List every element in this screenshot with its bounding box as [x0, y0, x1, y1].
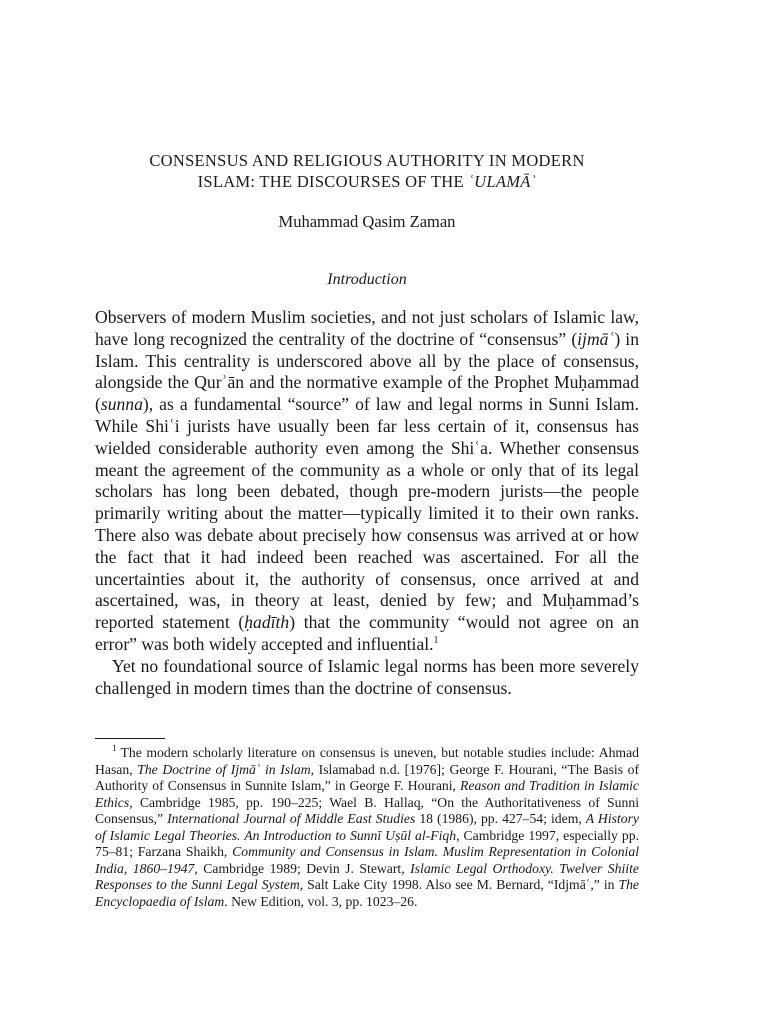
fn-italic-4: A History of Islamic Legal Theories. An Introduction to Sunnī Uṣūl al-Fiqh	[95, 811, 639, 843]
fn-text-2: , Islamabad n.d. [1976]; George F. Hourani, “The Basis of Authority of Consensus in Sunnite Islam,” in George F. Hourani,	[95, 761, 640, 793]
paragraph-2: Yet no foundational source of Islamic legal norms has been more severely challenged in modern times than the doctrine of consensus.	[95, 655, 639, 698]
p1-text-1: Observers of modern Muslim societies, and not just scholars of Islamic law, have long recognized the centrality of the doctrine of “consensus” (	[95, 307, 639, 349]
fn-text-8: . New Edition, vol. 3, pp. 1023–26.	[224, 893, 418, 909]
fn-italic-6: Islamic Legal Orthodoxy. Twelver Shiite Responses to the Sunni Legal System,	[95, 860, 639, 892]
fn-text-4: 18 (1986), pp. 427–54; idem,	[415, 811, 586, 826]
section-heading: Introduction	[327, 271, 407, 288]
fn-text-7: Salt Lake City 1998. Also see M. Bernard, “Idjmāʿ,” in	[303, 877, 619, 892]
p1-term-hadith: ḥadīth	[244, 612, 290, 633]
fn-italic-3: International Journal of Middle East Studies	[167, 811, 416, 826]
fn-italic-7: The Encyclopaedia of Islam	[95, 877, 639, 909]
footnote-1	[95, 745, 639, 910]
fn-text-5: , Cambridge 1997, especially pp. 75–81; Farzana Shaikh,	[95, 827, 639, 859]
footnote-ref[interactable]: 1	[433, 635, 439, 647]
paragraph-1	[95, 307, 639, 656]
p1-text-3: ), as a fundamental “source” of law and legal norms in Sunni Islam. While Shiʿi jurists have usually been far less certain of it, consensus has wielded considerable authority even among the Shiʿa. Whether consensus meant the agreement of the community as a whole or only that of its legal scholars has long been debated, though pre-modern jurists—the people primarily writing about the matter—typically limited it to their own ranks. There also was debate about precisely how consensus was arrived at or how the fact that it had indeed been reached was ascertained. For all the uncertainties about it, the authority of consensus, once arrived at and ascertained, was, in theory at least, denied by few; and Muḥammad’s reported statement (	[95, 394, 639, 633]
fn-italic-2: Reason and Tradition in Islamic Ethics	[95, 778, 639, 810]
title-line-2-text: ISLAM: THE DISCOURSES OF THE	[197, 172, 469, 191]
fn-text-3: , Cambridge 1985, pp. 190–225; Wael B. Hallaq, “On the Authoritativeness of Sunni Consensus,”	[95, 794, 639, 826]
article-title	[95, 150, 639, 192]
footnote-marker: 1	[112, 743, 117, 754]
fn-text-6: , Cambridge 1989; Devin J. Stewart,	[194, 860, 411, 876]
p1-text-4: ) that the community “would not agree on an error” was both widely accepted and influential.	[95, 612, 639, 654]
footnote-divider	[95, 738, 165, 739]
body-text	[95, 307, 639, 699]
fn-italic-1: The Doctrine of Ijmāʿ in Islam	[137, 761, 311, 777]
title-line-2	[95, 171, 639, 192]
title-line-1: CONSENSUS AND RELIGIOUS AUTHORITY IN MODERN	[149, 151, 585, 170]
fn-italic-5: Community and Consensus in Islam. Muslim Representation in Colonial India, 1860–1947	[95, 844, 640, 876]
p1-term-sunna: sunna	[100, 394, 143, 415]
author-name: Muhammad Qasim Zaman	[278, 212, 456, 231]
fn-text-1: The modern scholarly literature on consensus is uneven, but notable studies include: Ahmad Hasan,	[95, 745, 639, 777]
title-ulama: ʿULAMĀʾ	[468, 172, 537, 191]
p1-text-2: ) in Islam. This centrality is underscored above all by the place of consensus, alongside the Qurʾān and the normative example of the Prophet Muḥammad (	[95, 328, 639, 415]
p1-term-ijma: ijmāʿ	[577, 328, 615, 349]
